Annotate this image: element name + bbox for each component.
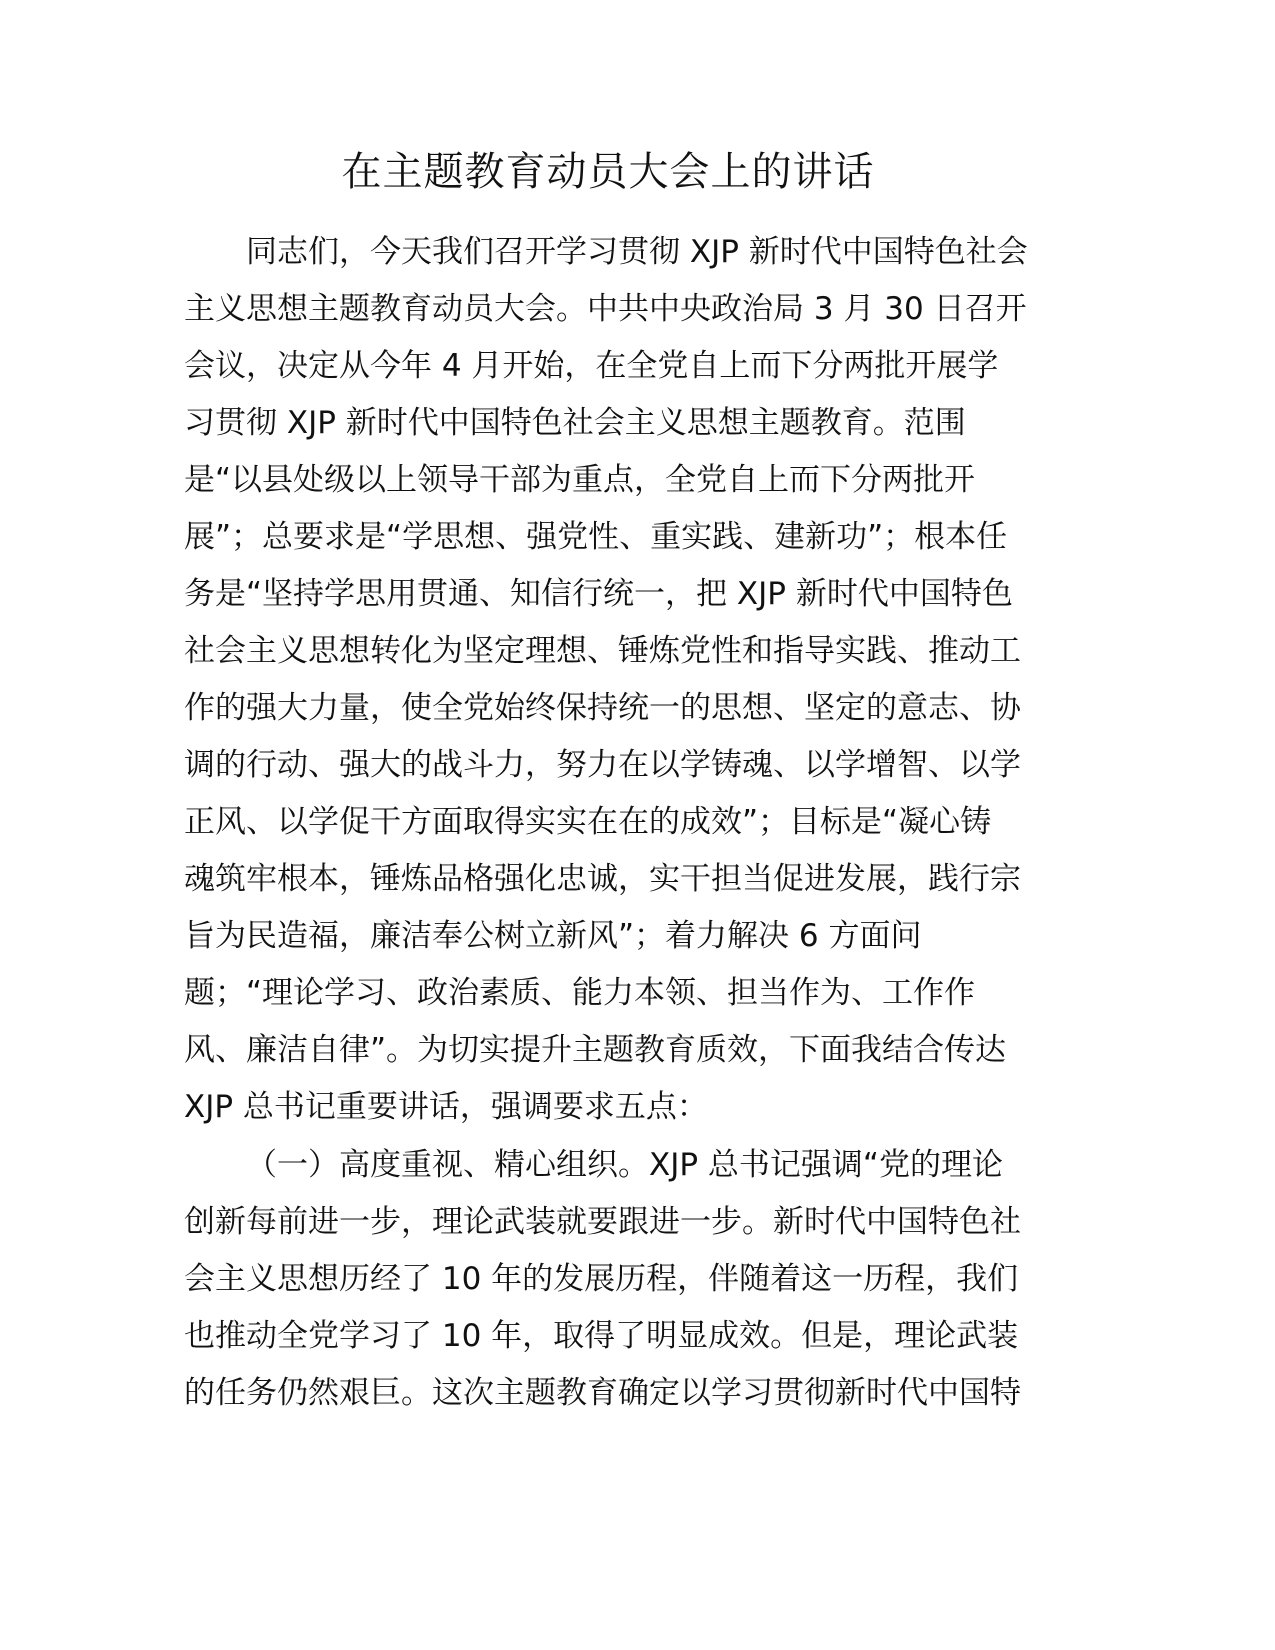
- paragraph-line: 同志们，今天我们召开学习贯彻 XJP 新时代中国特色社会: [246, 234, 1028, 270]
- paragraph-line: 风、廉洁自律”。为切实提升主题教育质效，下面我结合传达: [184, 1032, 1007, 1068]
- paragraph-line: XJP 总书记重要讲话，强调要求五点：: [184, 1089, 708, 1125]
- paragraph-line: 调的行动、强大的战斗力，努力在以学铸魂、以学增智、以学: [184, 747, 1021, 783]
- paragraph-line: 作的强大力量，使全党始终保持统一的思想、坚定的意志、协: [184, 690, 1021, 726]
- paragraph-line: 也推动全党学习了 10 年，取得了明显成效。但是，理论武装: [184, 1318, 1019, 1354]
- paragraph-line: 会主义思想历经了 10 年的发展历程，伴随着这一历程，我们: [184, 1261, 1019, 1297]
- paragraph-line: 题；“理论学习、政治素质、能力本领、担当作为、工作作: [184, 975, 976, 1011]
- paragraph-line: 创新每前进一步，理论武装就要跟进一步。新时代中国特色社: [184, 1204, 1021, 1240]
- paragraph-line: 习贯彻 XJP 新时代中国特色社会主义思想主题教育。范围: [184, 405, 966, 441]
- paragraph-line: （一）高度重视、精心组织。XJP 总书记强调“党的理论: [246, 1147, 1003, 1183]
- document-title: 在主题教育动员大会上的讲话: [341, 149, 875, 195]
- paragraph-line: 会议，决定从今年 4 月开始，在全党自上而下分两批开展学: [184, 348, 999, 384]
- paragraph-line: 主义思想主题教育动员大会。中共中央政治局 3 月 30 日召开: [184, 291, 1027, 327]
- paragraph-intro: [184, 224, 1036, 1136]
- paragraph-line: 是“以县处级以上领导干部为重点，全党自上而下分两批开: [184, 462, 976, 498]
- paragraph-line: 务是“坚持学思用贯通、知信行统一，把 XJP 新时代中国特色: [184, 576, 1013, 612]
- paragraph-line: 旨为民造福，廉洁奉公树立新风”；着力解决 6 方面问: [184, 918, 922, 954]
- paragraph-line: 正风、以学促干方面取得实实在在的成效”；目标是“凝心铸: [184, 804, 992, 840]
- paragraph-line: 展”；总要求是“学思想、强党性、重实践、建新功”；根本任: [184, 519, 1008, 555]
- paragraph-line: 社会主义思想转化为坚定理想、锤炼党性和指导实践、推动工: [184, 633, 1021, 669]
- paragraph-section-one: [184, 1137, 1036, 1422]
- paragraph-line: 魂筑牢根本，锤炼品格强化忠诚，实干担当促进发展，践行宗: [184, 861, 1021, 897]
- paragraph-line: 的任务仍然艰巨。这次主题教育确定以学习贯彻新时代中国特: [184, 1375, 1021, 1411]
